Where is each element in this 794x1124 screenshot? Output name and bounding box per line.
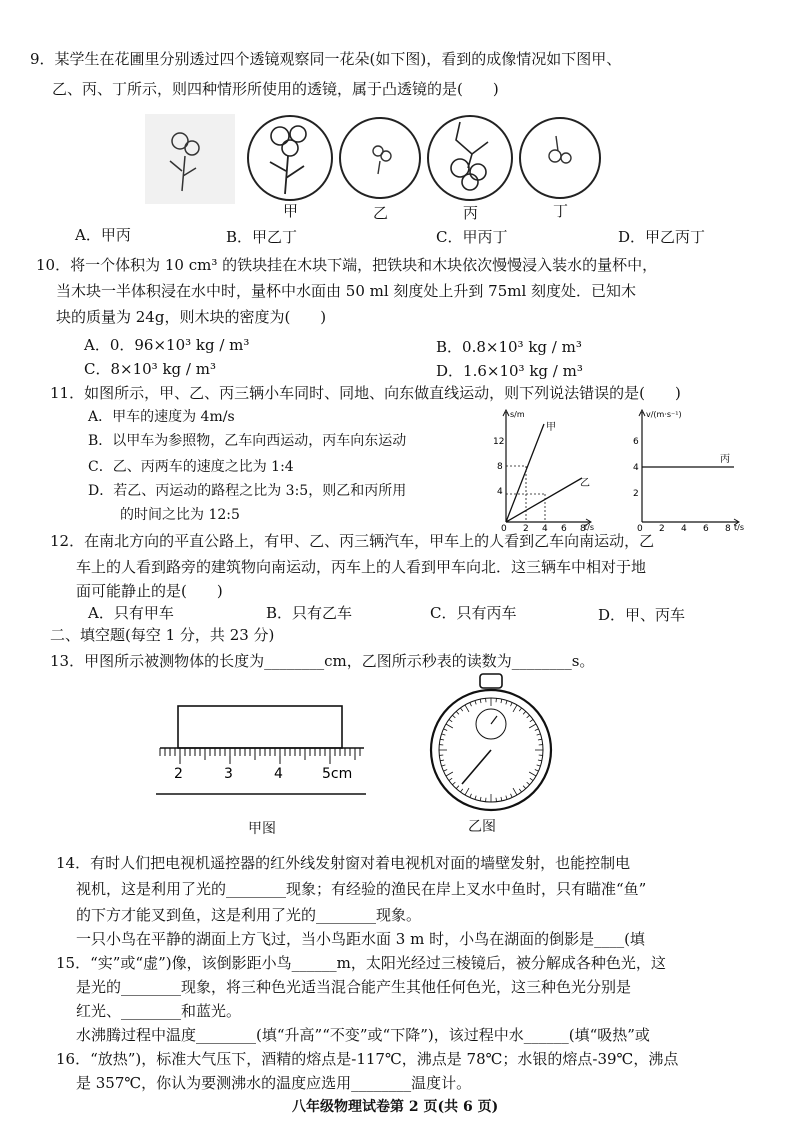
q12-option-a: A．只有甲车 [88,604,174,622]
q13-caption-jia: 甲图 [248,821,276,837]
graph1-ytick-8: 8 [497,462,503,472]
q15-line3: 是光的________现象，将三种色光适当混合能产生其他任何色光，这三种色光分别是 [76,978,632,996]
ruler-label-5cm: 5cm [322,766,353,782]
q13-ruler-figure [156,700,376,796]
q11-vt-graph [622,406,752,534]
q12-option-d: D．甲、丙车 [598,606,686,624]
graph1-label-yi: 乙 [580,478,590,489]
measured-block [178,706,342,748]
q10-option-a: A．0．96×10³ kg / m³ [84,336,250,354]
line-yi [506,478,582,522]
graph1-ytick-4: 4 [497,487,503,497]
q15-line4: 红光、________和蓝光。 [76,1002,242,1020]
q9-flower-figure [130,106,610,222]
q9-stem-line2: 乙、丙、丁所示，则四种情形所使用的透镜，属于凸透镜的是( ) [52,80,499,98]
graph1-xtick-2: 2 [523,524,529,534]
flower-icon [145,114,235,204]
q11-option-b: B．以甲车为参照物，乙车向西运动，丙车向东运动 [88,433,407,449]
q12-option-b: B．只有乙车 [266,604,353,622]
graph2-ytick-4: 4 [633,463,639,473]
q11-option-d: D．若乙、丙运动的路程之比为 3:5，则乙和丙所用 [88,483,407,499]
graph1-xtick-4: 4 [542,524,548,534]
q14-line3: 的下方才能叉到鱼，这是利用了光的________现象。 [76,906,422,924]
graph2-xtick-8: 8 [725,524,731,534]
graph2-label-bing: 丙 [720,454,730,465]
q9-option-d: D．甲乙丙丁 [618,228,706,246]
lens-yi-icon [340,118,420,198]
q10-stem-line3: 块的质量为 24g，则木块的密度为( ) [56,308,327,326]
q16-line1: 水沸腾过程中温度________(填“升高”“不变”或“下降”)，该过程中水______(填“吸热”或 [76,1026,650,1044]
graph1-label-jia: 甲 [546,422,556,433]
q11-option-c: C．乙、丙两车的速度之比为 1:4 [88,459,294,475]
graph2-xtick-2: 2 [659,524,665,534]
q9-stem-line1: 9．某学生在花圃里分别透过四个透镜观察同一花朵(如下图)，看到的成像情况如下图甲、 [30,50,622,68]
q9-option-c: C．甲丙丁 [436,228,508,246]
q10-option-c: C．8×10³ kg / m³ [84,360,216,378]
line-jia [506,424,544,522]
graph2-ylabel: v/(m·s⁻¹) [646,410,682,419]
graph2-ytick-6: 6 [633,437,639,447]
q12-stem-line3: 面可能静止的是( ) [76,582,223,600]
lens-bing-icon [428,116,512,200]
q13-stem: 13．甲图所示被测物体的长度为________cm，乙图所示秒表的读数为________s。 [50,652,595,670]
q16-line2: 16．“放热”)，标准大气压下，酒精的熔点是-117℃，沸点是 78℃；水银的熔点-39℃，沸点 [56,1050,679,1068]
q10-option-d: D．1.6×10³ kg / m³ [436,362,583,380]
q13-stopwatch-figure [424,672,558,812]
graph1-xtick-8: 8 [580,524,586,534]
q12-option-c: C．只有丙车 [430,604,517,622]
stopwatch-hand [462,750,491,784]
ruler-label-2: 2 [174,766,183,782]
graph1-xtick-6: 6 [561,524,567,534]
page-footer: 八年级物理试卷第 2 页(共 6 页) [292,1099,499,1115]
graph1-ytick-12: 12 [493,437,505,447]
q10-stem-line2: 当木块一半体积浸在水中时，量杯中水面由 50 ml 刻度处上升到 75ml 刻度处．已知木 [56,282,637,300]
graph2-xtick-6: 6 [703,524,709,534]
q14-line1: 14．有时人们把电视机遥控器的红外线发射窗对着电视机对面的墙壁发射，也能控制电 [56,854,631,872]
q9-label-ding: 丁 [553,202,569,220]
ruler-label-3: 3 [224,766,233,782]
q13-caption-yi: 乙图 [468,819,496,835]
graph2-xtick-4: 4 [681,524,687,534]
q9-option-a: A．甲丙 [75,226,131,244]
q12-stem-line2: 车上的人看到路旁的建筑物向南运动，丙车上的人看到甲车向北．这三辆车中相对于地 [76,558,647,576]
q9-label-bing: 丙 [463,204,479,222]
section-fill-in-title: 二、填空题(每空 1 分，共 23 分) [50,626,275,644]
q10-stem-line1: 10．将一个体积为 10 cm³ 的铁块挂在木块下端，把铁块和木块依次慢慢浸入装水的量杯中， [36,256,658,274]
graph2-xtick-0: 0 [637,524,643,534]
q11-option-a: A．甲车的速度为 4m/s [88,409,235,425]
q15-line1: 一只小鸟在平静的湖面上方飞过，当小鸟距水面 3 m 时，小鸟在湖面的倒影是____(填 [76,930,645,948]
graph1-ylabel: s/m [510,410,525,419]
graph1-xlabel: t/s [584,523,594,532]
lens-ding-icon [520,118,600,198]
q15-line2: 15．“实”或“虚”)像，该倒影距小鸟______m，太阳光经过三棱镜后，被分解成各种色光，这 [56,954,666,972]
q12-stem-line1: 12．在南北方向的平直公路上，有甲、乙、丙三辆汽车，甲车上的人看到乙车向南运动，乙 [50,532,655,550]
ruler-label-4: 4 [274,766,283,782]
q11-option-d-cont: 的时间之比为 12:5 [120,507,240,523]
q14-line2: 视机，这是利用了光的________现象；有经验的渔民在岸上叉水中鱼时，只有瞄准“鱼” [76,880,647,898]
q16-line3: 是 357℃，你认为要测沸水的温度应选用________温度计。 [76,1074,472,1092]
q10-option-b: B．0.8×10³ kg / m³ [436,338,582,356]
graph2-ytick-2: 2 [633,489,639,499]
q11-st-graph [486,406,598,534]
graph1-xtick-0: 0 [501,524,507,534]
lens-jia-icon [248,116,332,200]
q9-label-jia: 甲 [283,202,299,220]
q11-stem: 11．如图所示，甲、乙、丙三辆小车同时、同地、向东做直线运动，则下列说法错误的是( ) [50,384,681,402]
q9-label-yi: 乙 [373,204,389,222]
stopwatch-crown-icon [480,674,502,688]
graph2-xlabel: t/s [734,523,744,532]
q9-option-b: B．甲乙丁 [226,228,298,246]
